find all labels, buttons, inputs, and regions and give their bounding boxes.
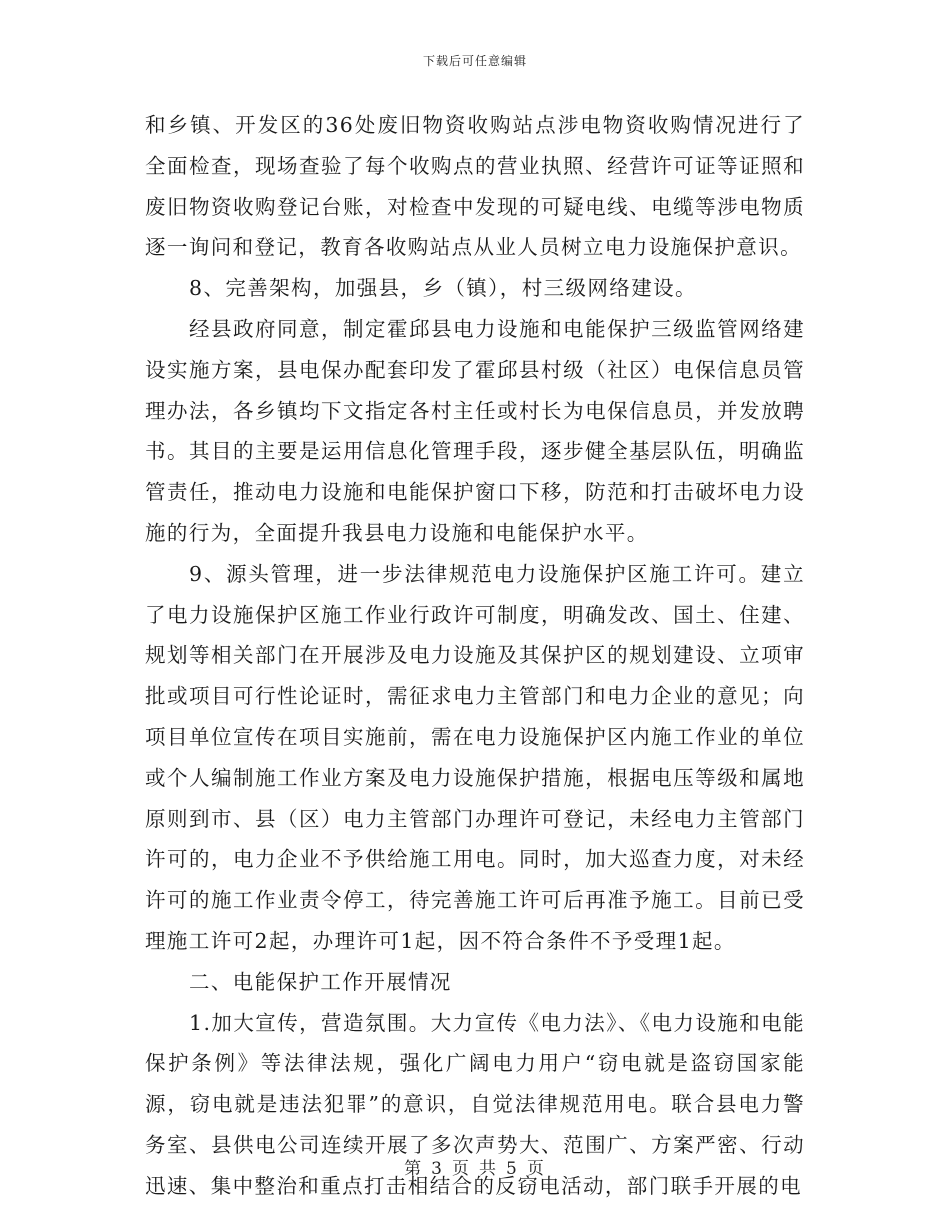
footer-total-prefix: 共 — [479, 1159, 498, 1179]
section-heading-9: 9、源头管理，进一步法律规范电力设施保护区施工许可。建立了电力设施保护区施工作业行政许可制度，明确发改、国土、住建、规划等相关部门在开展涉及电力设施及其保护区的规划建设、立项审批或项目可行性论证时，需征求电力主管部门和电力企业的意见；向项目单位宣传在项目实施前，需在电力设施保护区内施工作业的单位或个人编制施工作业方案及电力设施保护措施，根据电压等级和属地原则到市、县（区）电力主管部门办理许可登记，未经电力主管部门许可的，电力企业不予供给施工用电。同时，加大巡查力度，对未经许可的施工作业责令停工，待完善施工许可后再准予施工。目前已受理施工许可2起，办理许可1起，因不符合条件不予受理1起。 — [145, 561, 805, 953]
current-page-number: 3 — [431, 1159, 444, 1179]
total-page-count: 5 — [506, 1159, 519, 1179]
footer-page-unit: 页 — [452, 1159, 471, 1179]
paragraph-publicity: 1.加大宣传，营造氛围。大力宣传《电力法》、《电力设施和电能保护条例》等法律法规，强化广阔电力用户“窃电就是盗窃国家能源，窃电就是违法犯罪”的意识，自觉法律规范用电。联合县电力警务室、县供电公司连续开展了多次声势大、范围广、方案严密、行动迅速、集中整治和重点打击相结合的反窃电活动，部门联手开展的电 — [145, 1010, 805, 1198]
paragraph-continuation: 和乡镇、开发区的36处废旧物资收购站点涉电物资收购情况进行了全面检查，现场查验了每个收购点的营业执照、经营许可证等证照和废旧物资收购登记台账，对检查中发现的可疑电线、电缆等涉电物质逐一询问和登记，教育各收购站点从业人员树立电力设施保护意识。 — [145, 113, 805, 260]
footer-total-unit: 页 — [526, 1159, 546, 1179]
section-heading-8: 8、完善架构，加强县，乡（镇），村三级网络建设。 — [189, 276, 697, 301]
paragraph-network-plan: 经县政府同意，制定霍邱县电力设施和电能保护三级监管网络建设实施方案，县电保办配套印发了霍邱县村级（社区）电保信息员管理办法，各乡镇均下文指定各村主任或村长为电保信息员，并发放聘书。其目的主要是运用信息化管理手段，逐步健全基层队伍，明确监管责任，推动电力设施和电能保护窗口下移，防范和打击破坏电力设施的行为，全面提升我县电力设施和电能保护水平。 — [145, 316, 805, 545]
document-body — [145, 105, 805, 1207]
footer-prefix: 第 — [404, 1159, 424, 1179]
chapter-heading-2: 二、电能保护工作开展情况 — [189, 969, 452, 994]
page-footer — [0, 1154, 950, 1179]
page-header: 下载后可任意编辑 — [422, 54, 527, 68]
